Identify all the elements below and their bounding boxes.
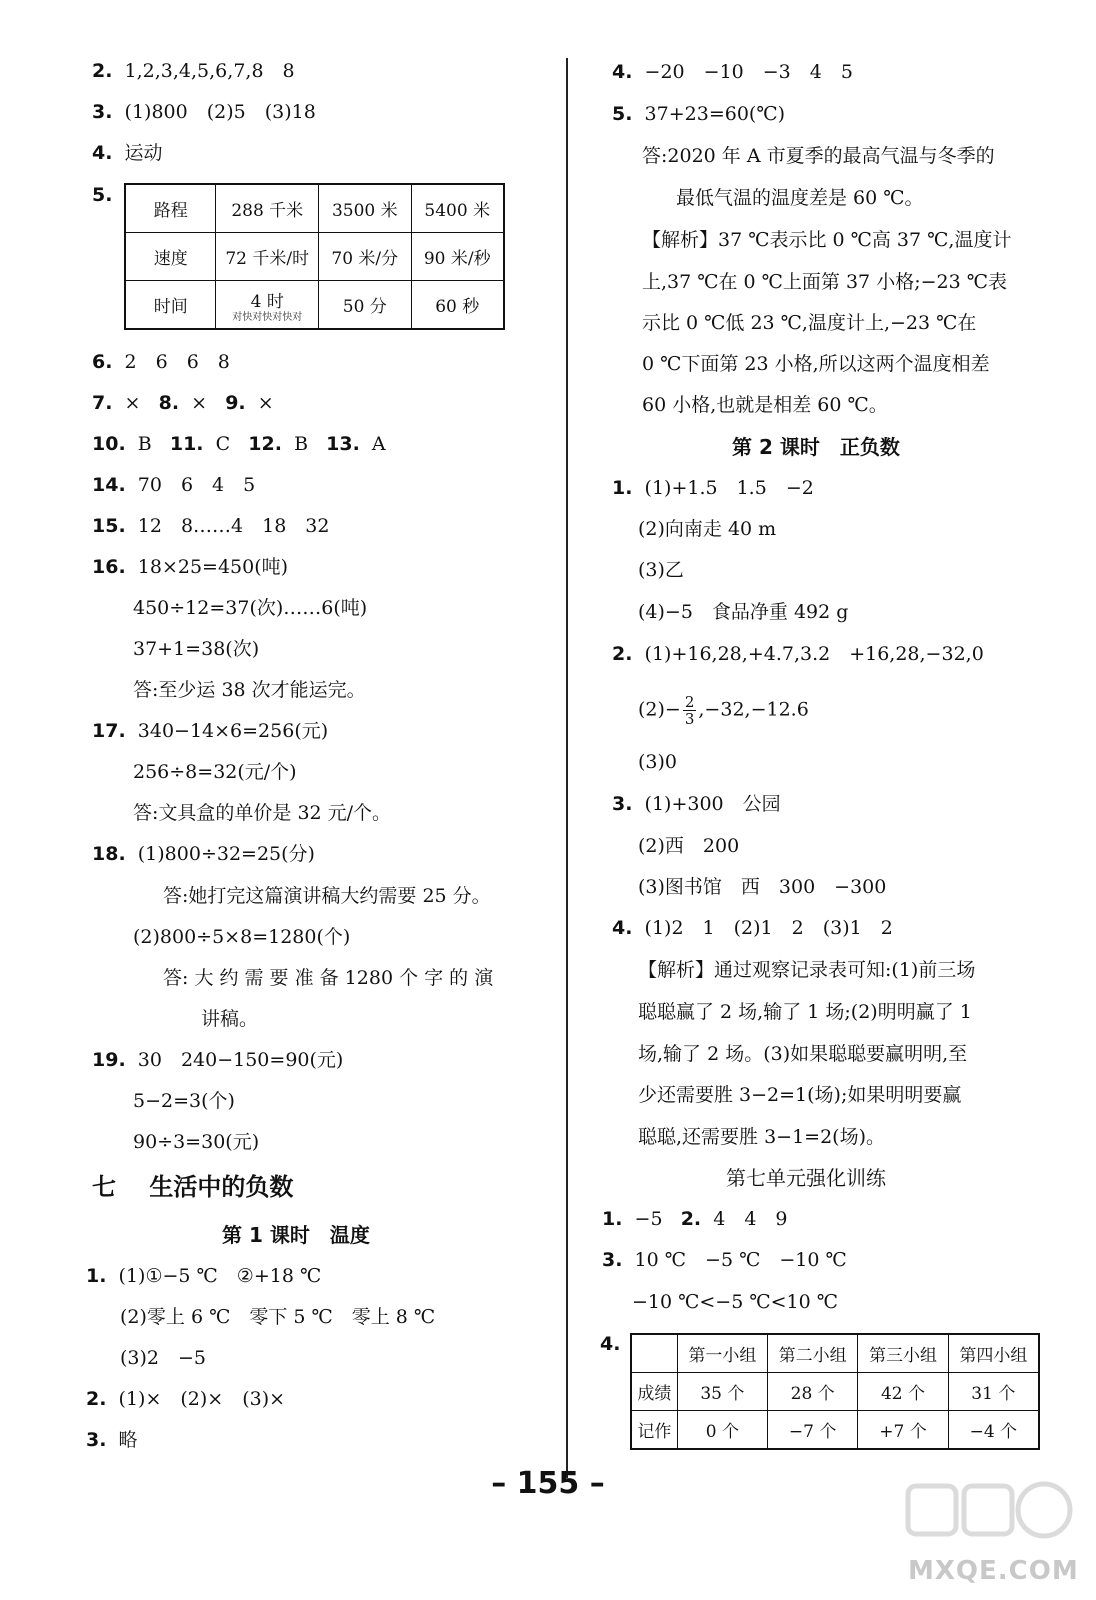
answer-15: 15. 12 8……4 18 32 <box>92 515 330 537</box>
table-cell: 记作 <box>631 1411 677 1450</box>
table-row <box>125 184 504 233</box>
table-cell: 90 米/秒 <box>411 233 504 281</box>
unit-heading: 七 生活中的负数 <box>92 1173 294 1201</box>
table-cell: 时间 <box>125 281 216 330</box>
lesson-1-heading: 第 1 课时 温度 <box>222 1223 370 1247</box>
table-cell: 288 千米 <box>216 184 319 233</box>
answer-7-9: 7. × 8. × 9. × <box>92 392 274 414</box>
answer-18-conclusion-cont: 讲稿。 <box>201 1008 259 1030</box>
column-divider <box>566 58 568 1478</box>
analysis-2-line: 【解析】通过观察记录表可知:(1)前三场 <box>638 959 976 981</box>
lesson-2-heading: 第 2 课时 正负数 <box>732 435 900 459</box>
table-cell <box>216 281 319 330</box>
lesson2-answer-1-part: (4)−5 食品净重 492 g <box>638 601 849 623</box>
answer-6: 6. 2 6 6 8 <box>92 351 230 373</box>
answer-17-step: 256÷8=32(元/个) <box>133 761 297 783</box>
table-cell: 50 分 <box>319 281 411 330</box>
answer-16-conclusion: 答:至少运 38 次才能运完。 <box>133 679 366 701</box>
analysis-2-line: 聪聪,还需要胜 3−1=2(场)。 <box>638 1126 886 1148</box>
page-number: – 155 – <box>491 1466 605 1501</box>
answer-19-step: 5−2=3(个) <box>133 1090 235 1112</box>
table-cell: 速度 <box>125 233 216 281</box>
answer-5-label: 5. <box>92 184 113 206</box>
fraction: $\frac{2}{3}$ <box>684 693 695 728</box>
table-cell: 72 千米/时 <box>216 233 319 281</box>
answer-18: 18. (1)800÷32=25(分) <box>92 843 315 865</box>
answer-r5: 5. 37+23=60(℃) <box>612 103 785 125</box>
lesson2-answer-1-part: (3)乙 <box>638 559 684 581</box>
answer-14: 14. 70 6 4 5 <box>92 474 256 496</box>
table-cell: −7 个 <box>768 1411 858 1450</box>
cell-value: 4 时 <box>250 291 284 312</box>
table-cell: 第四小组 <box>948 1334 1039 1373</box>
table-row <box>125 233 504 281</box>
answer-4: 4. 运动 <box>92 142 163 164</box>
table-cell: 28 个 <box>768 1373 858 1411</box>
analysis-1-line: 0 ℃下面第 23 小格,所以这两个温度相差 <box>642 353 990 375</box>
table-cell: 5400 米 <box>411 184 504 233</box>
analysis-1-line: 示比 0 ℃低 23 ℃,温度计上,−23 ℃在 <box>642 312 977 334</box>
answer-18-step: (2)800÷5×8=1280(个) <box>133 926 351 948</box>
answer-r5-conclusion-cont: 最低气温的温度差是 60 ℃。 <box>676 187 924 209</box>
table-header-row <box>631 1334 1039 1373</box>
answer-17: 17. 340−14×6=256(元) <box>92 720 329 742</box>
lesson2-answer-3: 3. (1)+300 公园 <box>612 793 781 815</box>
watermark-text: MXQE.COM <box>908 1556 1079 1586</box>
table-row <box>125 281 504 330</box>
answer-17-conclusion: 答:文具盒的单价是 32 元/个。 <box>133 802 392 824</box>
table-row <box>631 1411 1039 1450</box>
table-cell: −4 个 <box>948 1411 1039 1450</box>
table-cell: 42 个 <box>858 1373 948 1411</box>
answer-18-conclusion: 答:她打完这篇演讲稿大约需要 25 分。 <box>163 885 491 907</box>
review-answer-4-label: 4. <box>600 1333 621 1355</box>
table-cell: 60 秒 <box>411 281 504 330</box>
table-cell <box>631 1334 677 1373</box>
table-cell: 3500 米 <box>319 184 411 233</box>
lesson1-answer-1-part: (3)2 −5 <box>120 1347 207 1369</box>
lesson1-answer-1: 1. (1)①−5 ℃ ②+18 ℃ <box>86 1265 322 1287</box>
review-answer-1-2: 1. −5 2. 4 4 9 <box>602 1208 788 1230</box>
table-cell: +7 个 <box>858 1411 948 1450</box>
review-answer-3: 3. 10 ℃ −5 ℃ −10 ℃ <box>602 1249 847 1271</box>
lesson1-answer-2: 2. (1)× (2)× (3)× <box>86 1388 286 1410</box>
review-heading: 第七单元强化训练 <box>726 1166 886 1190</box>
answer-19: 19. 30 240−150=90(元) <box>92 1049 344 1071</box>
answer-16-step: 450÷12=37(次)……6(吨) <box>133 597 368 619</box>
table-cell: 0 个 <box>677 1411 767 1450</box>
table-cell: 成绩 <box>631 1373 677 1411</box>
lesson2-answer-2-part: (2)− $\frac{2}{3}$ ,−32,−12.6 <box>638 693 809 728</box>
analysis-1-line: 【解析】37 ℃表示比 0 ℃高 37 ℃,温度计 <box>642 229 1012 251</box>
review-answer-3-order: −10 ℃<−5 ℃<10 ℃ <box>632 1291 839 1313</box>
lesson1-answer-1-part: (2)零上 6 ℃ 零下 5 ℃ 零上 8 ℃ <box>120 1306 436 1328</box>
answer-10-13: 10. B 11. C 12. B 13. A <box>92 433 386 455</box>
analysis-2-line: 少还需要胜 3−2=1(场);如果明明要赢 <box>638 1084 962 1106</box>
analysis-1-line: 60 小格,也就是相差 60 ℃。 <box>642 394 888 416</box>
table-cell: 31 个 <box>948 1373 1039 1411</box>
lesson2-answer-1: 1. (1)+1.5 1.5 −2 <box>612 477 814 499</box>
analysis-2-line: 场,输了 2 场。(3)如果聪聪要赢明明,至 <box>638 1043 968 1065</box>
lesson2-answer-4: 4. (1)2 1 (2)1 2 (3)1 2 <box>612 917 893 939</box>
answer-2: 2. 1,2,3,4,5,6,7,8 8 <box>92 60 295 82</box>
lesson2-answer-3-part: (3)图书馆 西 300 −300 <box>638 876 887 898</box>
answer-19-step: 90÷3=30(元) <box>133 1131 260 1153</box>
answer-r5-conclusion: 答:2020 年 A 市夏季的最高气温与冬季的 <box>642 145 995 167</box>
score-table <box>630 1333 1040 1450</box>
table-cell: 70 米/分 <box>319 233 411 281</box>
answer-16-step: 37+1=38(次) <box>133 638 260 660</box>
lesson1-answer-3: 3. 略 <box>86 1429 138 1451</box>
table-cell: 路程 <box>125 184 216 233</box>
overlay-note: 对快对快对快对 <box>232 311 303 323</box>
table-cell: 第二小组 <box>768 1334 858 1373</box>
table-cell: 第一小组 <box>677 1334 767 1373</box>
lesson2-answer-3-part: (2)西 200 <box>638 835 740 857</box>
answer-r4: 4. −20 −10 −3 4 5 <box>612 61 853 83</box>
lesson2-answer-2: 2. (1)+16,28,+4.7,3.2 +16,28,−32,0 <box>612 643 984 665</box>
analysis-2-line: 聪聪赢了 2 场,输了 1 场;(2)明明赢了 1 <box>638 1001 972 1023</box>
table-cell: 第三小组 <box>858 1334 948 1373</box>
answer-16: 16. 18×25=450(吨) <box>92 556 289 578</box>
lesson2-answer-2-part: (3)0 <box>638 751 678 773</box>
answer-18-conclusion: 答: 大 约 需 要 准 备 1280 个 字 的 演 <box>163 967 494 989</box>
lesson2-answer-1-part: (2)向南走 40 m <box>638 518 777 540</box>
speed-table <box>124 183 505 330</box>
answer-3: 3. (1)800 (2)5 (3)18 <box>92 101 316 123</box>
analysis-1-line: 上,37 ℃在 0 ℃上面第 37 小格;−23 ℃表 <box>642 271 1007 293</box>
table-row <box>631 1373 1039 1411</box>
table-cell: 35 个 <box>677 1373 767 1411</box>
